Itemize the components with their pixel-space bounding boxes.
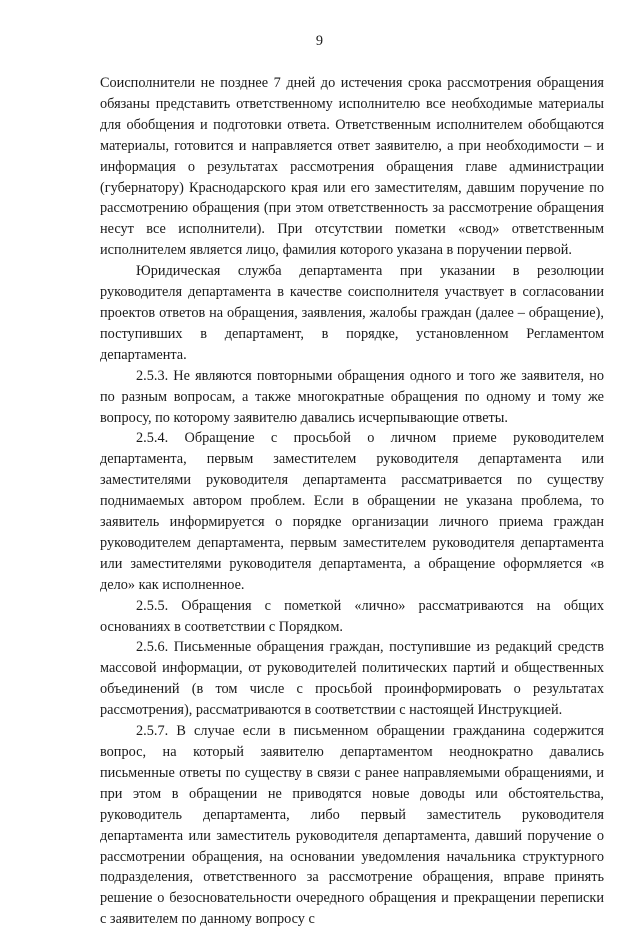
paragraph-coexecutors: Соисполнители не позднее 7 дней до истечения срока рассмотрения обращения обязаны представить ответственному исполнителю все необходимые материалы для обобщения и подготовки ответа. Ответственным исполнителем обобщаются материалы, готовится и направляется ответ заявителю, а при необходимости – и информация о результатах рассмотрения обращения главе администрации (губернатору) Краснодарского края или его заместителям, давшим поручение по рассмотрению обращения (при этом ответственность за рассмотрение обращения несут все исполнители). При отсутствии пометки «свод» ответственным исполнителем является лицо, фамилия которого указана в поручении первой. bbox=[100, 75, 604, 259]
paragraph-2-5-4: 2.5.4. Обращение с просьбой о личном приеме руководителем департамента, первым заместителем руководителя департамента или заместителями руководителя департамента рассматривается по существу поднимаемых автором проблем. Если в обращении не указана проблема, то заявитель информируется о порядке организации личного приема граждан руководителем департамента, первым заместителем руководителя департамента или заместителями руководителя департамента, а обращение оформляется «в дело» как исполненное. bbox=[100, 430, 604, 593]
page-number: 9 bbox=[315, 33, 324, 49]
paragraph-2-5-5: 2.5.5. Обращения с пометкой «лично» рассматриваются на общих основаниях в соответствии с Порядком. bbox=[100, 597, 604, 635]
paragraph-2-5-6: 2.5.6. Письменные обращения граждан, поступившие из редакций средств массовой информации, от руководителей политических партий и общественных объединений (в том числе с просьбой проинформировать о результатах рассмотрения), рассматриваются в соответствии с настоящей Инструкцией. bbox=[100, 639, 604, 719]
paragraph-2-5-3: 2.5.3. Не являются повторными обращения одного и того же заявителя, но по разным вопросам, а также многократные обращения по одному и тому же вопросу, по которому заявителю давались исчерпывающие ответы. bbox=[100, 367, 604, 426]
document-body bbox=[100, 73, 604, 930]
paragraph-legal-service: Юридическая служба департамента при указании в резолюции руководителя департамента в качестве соисполнителя участвует в согласовании проектов ответов на обращения, заявления, жалобы граждан (далее – обращение), поступивших в департамент, в порядке, установленном Регламентом департамента. bbox=[100, 263, 604, 363]
paragraph-2-5-7: 2.5.7. В случае если в письменном обращении гражданина содержится вопрос, на который заявителю департаментом неоднократно давались письменные ответы по существу в связи с ранее направляемыми обращениями, и при этом в обращении не приводятся новые доводы или обстоятельства, руководитель департамента, либо первый заместитель руководителя департамента или заместитель руководителя департамента, давший поручение о рассмотрении обращения, на основании уведомления начальника структурного подразделения, ответственного за рассмотрение обращения, вправе принять решение о безосновательности очередного обращения и прекращении переписки с заявителем по данному вопросу с bbox=[100, 723, 604, 928]
